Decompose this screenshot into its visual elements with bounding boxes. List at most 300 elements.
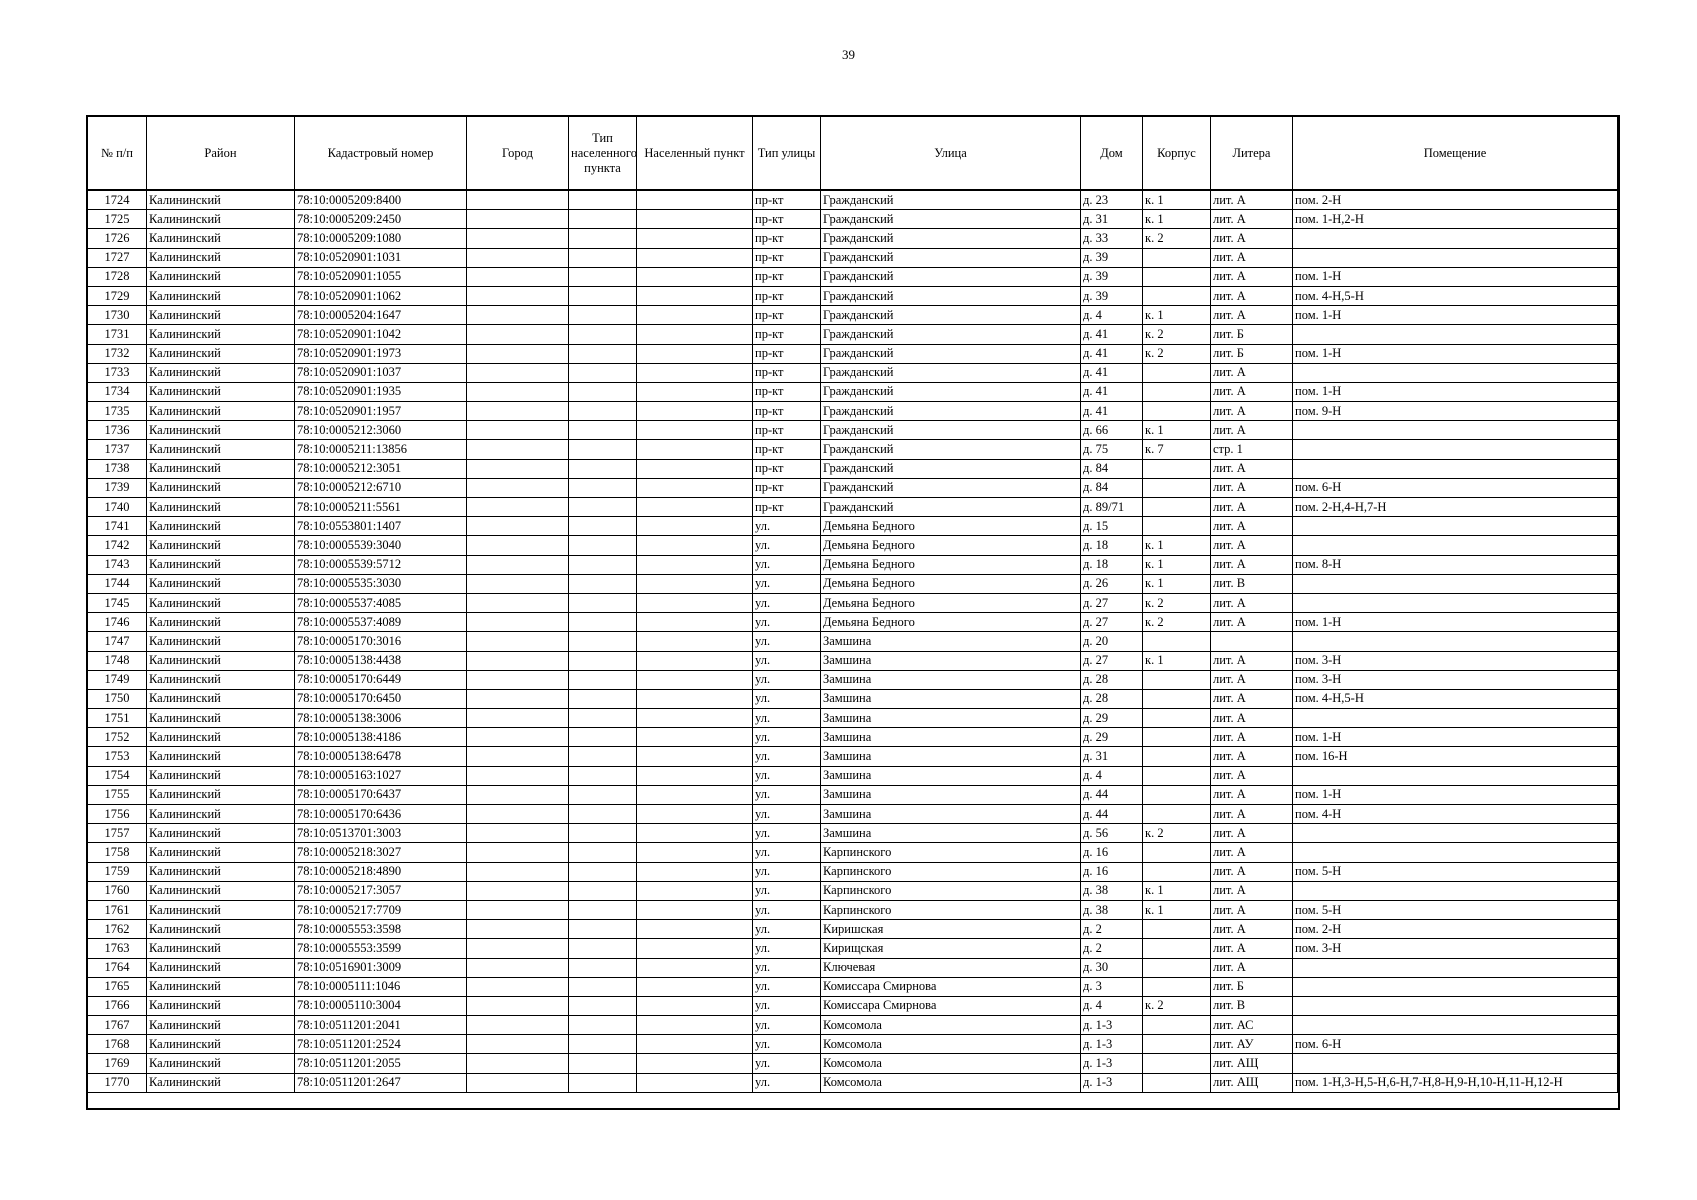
cell-street: Замшина [821,670,1081,689]
cell-cadastral: 78:10:0520901:1062 [295,286,467,305]
cell-settlement-type [569,996,637,1015]
cell-room: пом. 2-Н,4-Н,7-Н [1293,498,1618,517]
cell-street: Гражданский [821,267,1081,286]
cell-num: 1763 [88,939,147,958]
cell-korpus [1143,286,1211,305]
cell-street-type: ул. [753,555,821,574]
cell-settlement [637,881,753,900]
cell-settlement [637,593,753,612]
cell-street: Замшина [821,766,1081,785]
cell-num: 1742 [88,536,147,555]
header-num: № п/п [88,117,147,191]
cell-room: пом. 16-Н [1293,747,1618,766]
cell-settlement-type [569,344,637,363]
cell-korpus [1143,709,1211,728]
cell-street: Комсомола [821,1073,1081,1092]
cell-korpus [1143,747,1211,766]
cell-room [1293,843,1618,862]
cell-num: 1725 [88,210,147,229]
cell-num: 1758 [88,843,147,862]
cell-cadastral: 78:10:0005211:13856 [295,440,467,459]
cell-district: Калининский [147,1035,295,1054]
cell-district: Калининский [147,498,295,517]
cell-house: д. 2 [1081,920,1143,939]
cell-street-type: ул. [753,939,821,958]
cell-litera: лит. А [1211,613,1293,632]
cell-num: 1737 [88,440,147,459]
cell-korpus [1143,843,1211,862]
table-row [88,440,1618,459]
cell-room: пом. 6-Н [1293,478,1618,497]
cell-num: 1734 [88,382,147,401]
cell-city [467,517,569,536]
cell-district: Калининский [147,536,295,555]
cell-num: 1744 [88,574,147,593]
cell-street-type: ул. [753,881,821,900]
cell-house: д. 31 [1081,747,1143,766]
cell-house: д. 26 [1081,574,1143,593]
cell-cadastral: 78:10:0005170:6437 [295,785,467,804]
cell-city [467,862,569,881]
cell-litera: лит. АУ [1211,1035,1293,1054]
cell-district: Калининский [147,824,295,843]
cell-street-type: пр-кт [753,498,821,517]
cell-street: Замшина [821,651,1081,670]
cell-litera: лит. А [1211,651,1293,670]
table-row [88,920,1618,939]
cell-street-type: ул. [753,996,821,1015]
cell-street: Гражданский [821,402,1081,421]
header-city: Город [467,117,569,191]
cell-num: 1747 [88,632,147,651]
cell-room [1293,536,1618,555]
cell-street: Замшина [821,747,1081,766]
cell-city [467,286,569,305]
table-row [88,478,1618,497]
table-row [88,785,1618,804]
cell-house: д. 16 [1081,862,1143,881]
cell-city [467,632,569,651]
cell-district: Калининский [147,996,295,1015]
cell-street-type: ул. [753,574,821,593]
cell-city [467,824,569,843]
cell-room [1293,766,1618,785]
cell-room [1293,517,1618,536]
cell-settlement-type [569,248,637,267]
cell-litera: лит. А [1211,805,1293,824]
cell-num: 1765 [88,977,147,996]
table-row [88,1035,1618,1054]
cell-korpus: к. 2 [1143,325,1211,344]
cell-cadastral: 78:10:0005218:3027 [295,843,467,862]
cell-district: Калининский [147,881,295,900]
cell-cadastral: 78:10:0005212:6710 [295,478,467,497]
cell-house: д. 30 [1081,958,1143,977]
cell-street: Гражданский [821,344,1081,363]
cell-street-type: ул. [753,862,821,881]
cell-street: Демьяна Бедного [821,574,1081,593]
cell-settlement-type [569,670,637,689]
cell-street: Гражданский [821,498,1081,517]
cell-house: д. 16 [1081,843,1143,862]
cell-settlement [637,996,753,1015]
cell-street: Комиссара Смирнова [821,977,1081,996]
cell-city [467,613,569,632]
cell-house: д. 39 [1081,267,1143,286]
cell-cadastral: 78:10:0553801:1407 [295,517,467,536]
cell-street: Комсомола [821,1035,1081,1054]
cell-settlement [637,459,753,478]
cell-street-type: пр-кт [753,229,821,248]
cell-settlement [637,689,753,708]
cell-room [1293,977,1618,996]
cell-cadastral: 78:10:0005170:6449 [295,670,467,689]
cell-street: Кирищская [821,939,1081,958]
table-row [88,459,1618,478]
cell-room: пом. 4-Н,5-Н [1293,689,1618,708]
cell-settlement-type [569,843,637,862]
cell-house: д. 28 [1081,670,1143,689]
cell-room: пом. 9-Н [1293,402,1618,421]
cell-room [1293,574,1618,593]
cell-num: 1736 [88,421,147,440]
cell-litera: лит. А [1211,517,1293,536]
cell-cadastral: 78:10:0005170:3016 [295,632,467,651]
cell-settlement-type [569,574,637,593]
cell-num: 1755 [88,785,147,804]
cell-street-type: ул. [753,670,821,689]
cell-district: Калининский [147,1016,295,1035]
cell-street-type: пр-кт [753,267,821,286]
cell-cadastral: 78:10:0005212:3051 [295,459,467,478]
cell-street: Гражданский [821,363,1081,382]
cell-korpus [1143,478,1211,497]
cell-litera: лит. АС [1211,1016,1293,1035]
cell-settlement [637,267,753,286]
cell-street: Гражданский [821,325,1081,344]
header-korpus: Корпус [1143,117,1211,191]
cell-district: Калининский [147,900,295,919]
cell-street-type: пр-кт [753,459,821,478]
cell-cadastral: 78:10:0005217:3057 [295,881,467,900]
cell-street: Карпинского [821,843,1081,862]
cell-num: 1731 [88,325,147,344]
cell-cadastral: 78:10:0005138:4438 [295,651,467,670]
cell-house: д. 31 [1081,210,1143,229]
table-row [88,421,1618,440]
cell-num: 1769 [88,1054,147,1073]
cell-street-type: пр-кт [753,325,821,344]
cell-city [467,190,569,210]
cell-settlement [637,229,753,248]
cell-district: Калининский [147,478,295,497]
cell-korpus: к. 1 [1143,651,1211,670]
cell-settlement-type [569,402,637,421]
cell-room: пом. 1-Н,2-Н [1293,210,1618,229]
cell-settlement [637,747,753,766]
cell-city [467,709,569,728]
page-number: 39 [842,47,855,62]
cell-cadastral: 78:10:0520901:1031 [295,248,467,267]
cell-settlement-type [569,728,637,747]
cell-district: Калининский [147,689,295,708]
table-row [88,862,1618,881]
cell-num: 1743 [88,555,147,574]
cell-korpus: к. 2 [1143,229,1211,248]
cell-room: пом. 1-Н [1293,344,1618,363]
cell-num: 1770 [88,1073,147,1092]
table-row [88,670,1618,689]
cell-cadastral: 78:10:0005209:8400 [295,190,467,210]
table-row [88,881,1618,900]
table-row [88,1073,1618,1092]
cell-cadastral: 78:10:0005170:6436 [295,805,467,824]
cell-settlement-type [569,881,637,900]
cell-street-type: ул. [753,766,821,785]
cell-street-type: ул. [753,651,821,670]
cell-street: Демьяна Бедного [821,536,1081,555]
cell-district: Калининский [147,632,295,651]
header-street: Улица [821,117,1081,191]
cell-korpus: к. 1 [1143,555,1211,574]
cell-korpus: к. 1 [1143,421,1211,440]
cell-house: д. 4 [1081,306,1143,325]
cell-street-type: ул. [753,632,821,651]
cell-city [467,248,569,267]
table-row [88,728,1618,747]
cell-korpus: к. 7 [1143,440,1211,459]
cell-street-type: ул. [753,977,821,996]
cell-room [1293,824,1618,843]
cell-settlement-type [569,689,637,708]
cell-room: пом. 4-Н,5-Н [1293,286,1618,305]
cell-settlement [637,728,753,747]
cell-city [467,1016,569,1035]
cell-litera: лит. АЩ [1211,1054,1293,1073]
cell-korpus: к. 2 [1143,996,1211,1015]
cell-settlement [637,248,753,267]
cell-room: пом. 1-Н [1293,267,1618,286]
cell-city [467,555,569,574]
cell-house: д. 27 [1081,613,1143,632]
cell-settlement-type [569,1035,637,1054]
cell-city [467,805,569,824]
table-row [88,325,1618,344]
cell-cadastral: 78:10:0005138:4186 [295,728,467,747]
cell-korpus [1143,977,1211,996]
cell-district: Калининский [147,939,295,958]
cell-city [467,593,569,612]
cell-settlement-type [569,498,637,517]
cell-city [467,210,569,229]
cell-cadastral: 78:10:0005218:4890 [295,862,467,881]
cell-korpus [1143,785,1211,804]
cell-room [1293,440,1618,459]
cell-cadastral: 78:10:0511201:2055 [295,1054,467,1073]
cell-house: д. 38 [1081,900,1143,919]
cell-street: Карпинского [821,862,1081,881]
cell-street: Замшина [821,728,1081,747]
cell-cadastral: 78:10:0005537:4085 [295,593,467,612]
cell-street-type: пр-кт [753,286,821,305]
cell-settlement-type [569,900,637,919]
registry-table [87,116,1618,1093]
table-row [88,248,1618,267]
cell-litera: стр. 1 [1211,440,1293,459]
cell-litera: лит. В [1211,996,1293,1015]
cell-street: Демьяна Бедного [821,517,1081,536]
cell-street: Комсомола [821,1016,1081,1035]
cell-settlement [637,613,753,632]
cell-street-type: пр-кт [753,248,821,267]
cell-street: Гражданский [821,190,1081,210]
cell-num: 1740 [88,498,147,517]
cell-house: д. 41 [1081,382,1143,401]
cell-district: Калининский [147,920,295,939]
cell-settlement [637,440,753,459]
cell-room [1293,881,1618,900]
cell-settlement [637,190,753,210]
table-header [88,117,1618,191]
cell-city [467,382,569,401]
cell-settlement [637,632,753,651]
table-row [88,382,1618,401]
cell-settlement [637,766,753,785]
table-row [88,977,1618,996]
header-litera: Литера [1211,117,1293,191]
cell-settlement-type [569,709,637,728]
cell-cadastral: 78:10:0005212:3060 [295,421,467,440]
cell-house: д. 29 [1081,709,1143,728]
cell-settlement-type [569,555,637,574]
header-street-type: Тип улицы [753,117,821,191]
cell-district: Калининский [147,1054,295,1073]
cell-settlement-type [569,210,637,229]
header-settlement: Населенный пункт [637,117,753,191]
cell-num: 1727 [88,248,147,267]
cell-settlement-type [569,747,637,766]
cell-settlement [637,517,753,536]
cell-house: д. 39 [1081,286,1143,305]
cell-litera: лит. Б [1211,977,1293,996]
cell-litera: лит. А [1211,824,1293,843]
cell-litera: лит. А [1211,382,1293,401]
cell-cadastral: 78:10:0005138:3006 [295,709,467,728]
cell-settlement-type [569,593,637,612]
cell-korpus: к. 1 [1143,900,1211,919]
cell-num: 1748 [88,651,147,670]
cell-litera: лит. А [1211,689,1293,708]
cell-district: Калининский [147,267,295,286]
cell-korpus [1143,862,1211,881]
cell-district: Калининский [147,843,295,862]
cell-district: Калининский [147,709,295,728]
cell-cadastral: 78:10:0520901:1935 [295,382,467,401]
cell-district: Калининский [147,306,295,325]
cell-city [467,574,569,593]
cell-settlement [637,344,753,363]
cell-litera: лит. А [1211,478,1293,497]
cell-street: Замшина [821,785,1081,804]
cell-settlement [637,1054,753,1073]
cell-cadastral: 78:10:0520901:1055 [295,267,467,286]
cell-num: 1768 [88,1035,147,1054]
cell-room [1293,1054,1618,1073]
cell-street-type: пр-кт [753,421,821,440]
cell-house: д. 39 [1081,248,1143,267]
cell-litera: лит. А [1211,862,1293,881]
cell-korpus: к. 2 [1143,613,1211,632]
cell-settlement-type [569,920,637,939]
cell-settlement-type [569,229,637,248]
cell-num: 1766 [88,996,147,1015]
cell-settlement-type [569,306,637,325]
cell-street: Замшина [821,805,1081,824]
cell-settlement [637,210,753,229]
cell-num: 1762 [88,920,147,939]
cell-room [1293,1016,1618,1035]
cell-street-type: ул. [753,1035,821,1054]
cell-litera: лит. А [1211,843,1293,862]
cell-korpus [1143,498,1211,517]
table-row [88,286,1618,305]
cell-korpus [1143,1016,1211,1035]
cell-cadastral: 78:10:0005539:3040 [295,536,467,555]
cell-house: д. 56 [1081,824,1143,843]
cell-settlement [637,286,753,305]
table-row [88,689,1618,708]
cell-korpus: к. 1 [1143,881,1211,900]
cell-litera: лит. Б [1211,344,1293,363]
cell-korpus [1143,267,1211,286]
cell-house: д. 89/71 [1081,498,1143,517]
cell-district: Калининский [147,1073,295,1092]
cell-settlement-type [569,785,637,804]
cell-district: Калининский [147,958,295,977]
cell-house: д. 23 [1081,190,1143,210]
cell-num: 1753 [88,747,147,766]
cell-cadastral: 78:10:0005110:3004 [295,996,467,1015]
cell-korpus [1143,958,1211,977]
cell-num: 1741 [88,517,147,536]
cell-cadastral: 78:10:0520901:1037 [295,363,467,382]
cell-num: 1746 [88,613,147,632]
cell-litera: лит. А [1211,900,1293,919]
cell-house: д. 4 [1081,766,1143,785]
cell-city [467,306,569,325]
cell-litera: лит. А [1211,709,1293,728]
table-row [88,651,1618,670]
cell-cadastral: 78:10:0520901:1957 [295,402,467,421]
cell-street: Гражданский [821,229,1081,248]
cell-house: д. 1-3 [1081,1054,1143,1073]
table-row [88,613,1618,632]
header-cadastral: Кадастровый номер [295,117,467,191]
table-row [88,900,1618,919]
cell-district: Калининский [147,747,295,766]
cell-litera: лит. А [1211,536,1293,555]
cell-district: Калининский [147,593,295,612]
cell-room: пом. 4-Н [1293,805,1618,824]
cell-district: Калининский [147,670,295,689]
table-row [88,344,1618,363]
cell-settlement [637,651,753,670]
cell-house: д. 1-3 [1081,1073,1143,1092]
cell-street-type: пр-кт [753,363,821,382]
cell-city [467,363,569,382]
cell-street-type: пр-кт [753,402,821,421]
cell-city [467,689,569,708]
